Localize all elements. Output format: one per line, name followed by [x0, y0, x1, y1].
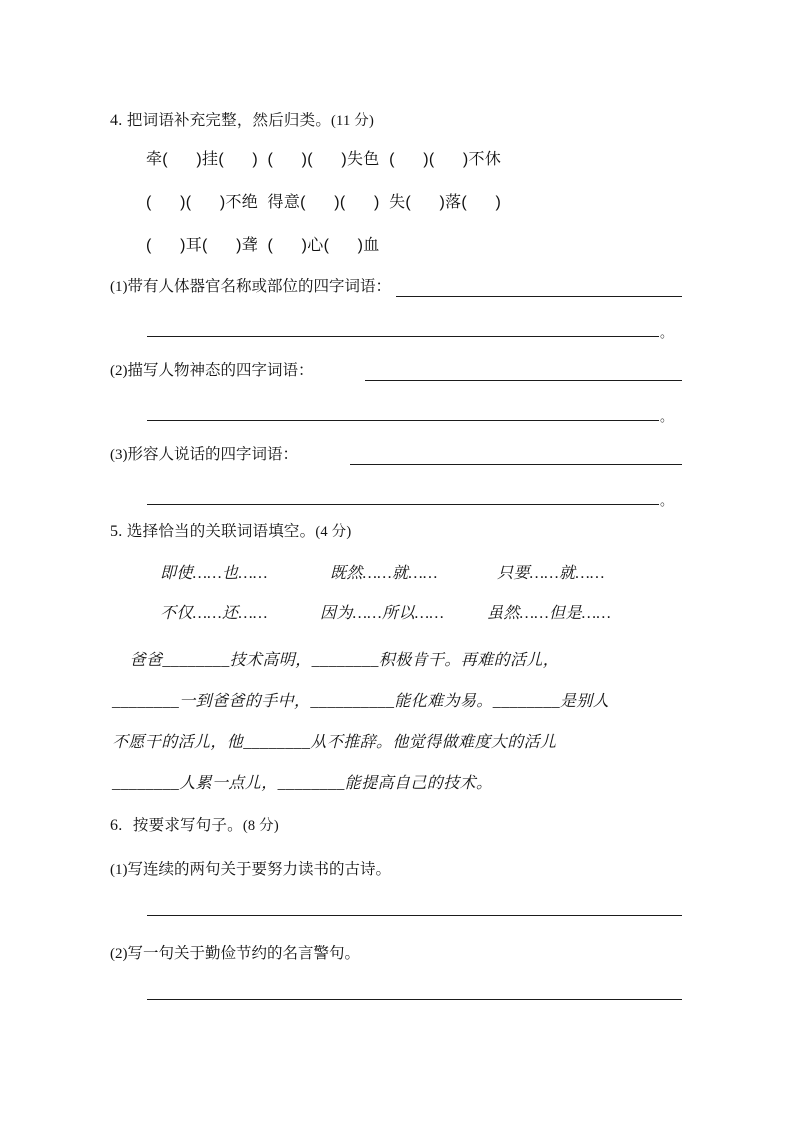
answer-line-4-1b[interactable] [147, 336, 659, 337]
cloze-line-4[interactable]: ________人累一点儿，________能提高自己的技术。 [112, 775, 493, 792]
subitem-1-label: (1) [110, 279, 128, 295]
q6-subitem-2-label: (2) [110, 946, 128, 962]
subitem-2-label: (2) [110, 363, 128, 379]
question-4-subitem-2 [110, 358, 314, 380]
idiom-row-1: 牵( )挂( ) ( )( )失色 ( )( )不休 [146, 151, 502, 168]
idiom-row-2: ( )( )不绝 得意( )( ) 失( )落( ) [146, 194, 502, 211]
subitem-3-label: (3) [110, 447, 128, 463]
question-6-subitem-2 [110, 941, 360, 963]
cloze-line-1[interactable]: 爸爸________技术高明，________积极肯干。再难的活儿， [112, 652, 560, 669]
q6-subitem-2-text: 写一句关于勤俭节约的名言警句。 [127, 945, 361, 962]
question-6-points: (8 分) [242, 818, 279, 834]
answer-line-4-1-period: 。 [660, 325, 674, 340]
question-6-heading [110, 813, 279, 835]
conjunction-2-1: 不仅……还…… [160, 605, 268, 622]
cloze-line-2[interactable]: ________一到爸爸的手中，__________能化难为易。________是别人 [112, 693, 610, 710]
question-5-heading [110, 519, 351, 541]
answer-line-4-1a[interactable] [396, 296, 682, 297]
question-5-title: 选择恰当的关联词语填空。 [126, 523, 316, 540]
answer-line-4-3a[interactable] [350, 464, 682, 465]
question-6-subitem-1 [110, 857, 391, 879]
conjunction-2-3: 虽然……但是…… [487, 605, 612, 622]
conjunction-2-2: 因为……所以…… [320, 605, 445, 622]
answer-line-6-1[interactable] [147, 915, 682, 916]
q6-subitem-1-label: (1) [110, 862, 128, 878]
question-6-title: 按要求写句子。 [132, 817, 243, 834]
question-6-separator: . [118, 817, 123, 834]
question-4-title: 把词语补充完整，然后归类。 [126, 112, 332, 129]
answer-line-4-3-period: 。 [660, 493, 674, 508]
question-5-number: 5 [110, 523, 119, 540]
cloze-line-3[interactable]: 不愿干的活儿，他________从不推辞。他觉得做难度大的活儿 [112, 734, 557, 751]
question-6-number: 6 [110, 817, 119, 834]
question-5-separator: . [118, 523, 123, 540]
conjunction-1-2: 既然……就…… [330, 565, 438, 582]
answer-line-4-3b[interactable] [147, 504, 659, 505]
answer-line-4-2-period: 。 [660, 409, 674, 424]
question-5-points: (4 分) [315, 524, 352, 540]
question-4-number: 4 [110, 112, 119, 129]
question-4-subitem-1 [110, 274, 391, 296]
q6-subitem-1-text: 写连续的两句关于要努力读书的古诗。 [127, 861, 392, 878]
conjunction-1-3: 只要……就…… [497, 565, 605, 582]
question-4-separator: . [118, 112, 123, 129]
answer-line-6-2[interactable] [147, 999, 682, 1000]
answer-line-4-2b[interactable] [147, 420, 659, 421]
answer-line-4-2a[interactable] [365, 380, 682, 381]
idiom-row-3: ( )耳( )聋 ( )心( )血 [146, 237, 380, 254]
question-4-heading [110, 108, 374, 130]
subitem-2-text: 描写人物神态的四字词语： [127, 362, 314, 379]
question-4-points: (11 分) [331, 113, 374, 129]
question-4-subitem-3 [110, 442, 298, 464]
conjunction-1-1: 即使……也…… [160, 565, 268, 582]
subitem-3-text: 形容人说话的四字词语： [127, 446, 299, 463]
subitem-1-text: 带有人体器官名称或部位的四字词语： [127, 278, 392, 295]
